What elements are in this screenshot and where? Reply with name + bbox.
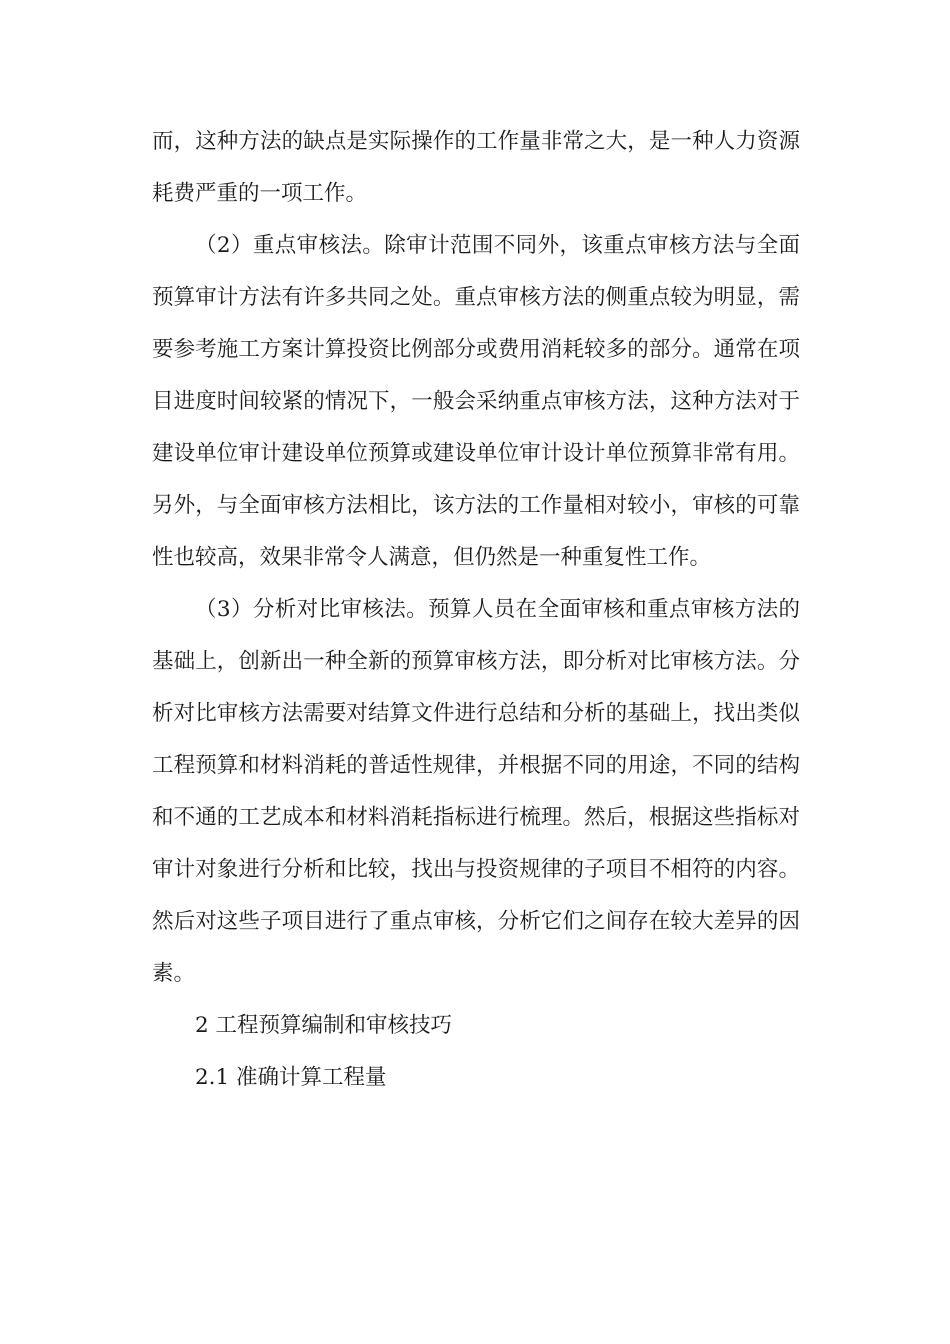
paragraph-continuation: 而，这种方法的缺点是实际操作的工作量非常之大，是一种人力资源耗费严重的一项工作。 [152, 129, 800, 206]
document-body [152, 116, 800, 1104]
paragraph-comparative-review-method: （3）分析对比审核法。预算人员在全面审核和重点审核方法的基础上，创新出一种全新的预算审核方法，即分析对比审核方法。分析对比审核方法需要对结算文件进行总结和分析的基础上，找出类似工程预算和材料消耗的普适性规律，并根据不同的用途，不同的结构和不通的工艺成本和材料消耗指标进行梳理。然后，根据这些指标对审计对象进行分析和比较，找出与投资规律的子项目不相符的内容。然后对这些子项目进行了重点审核，分析它们之间存在较大差异的因素。 [152, 597, 800, 986]
subsection-heading: 2.1 准确计算工程量 [195, 1065, 387, 1090]
paragraph-key-review-method: （2）重点审核法。除审计范围不同外，该重点审核方法与全面预算审计方法有许多共同之处。重点审核方法的侧重点较为明显，需要参考施工方案计算投资比例部分或费用消耗较多的部分。通常在项目进度时间较紧的情况下，一般会采纳重点审核方法，这种方法对于建设单位审计建设单位预算或建设单位审计设计单位预算非常有用。另外，与全面审核方法相比，该方法的工作量相对较小，审核的可靠性也较高，效果非常令人满意，但仍然是一种重复性工作。 [152, 233, 800, 570]
section-heading: 2 工程预算编制和审核技巧 [195, 1013, 453, 1038]
